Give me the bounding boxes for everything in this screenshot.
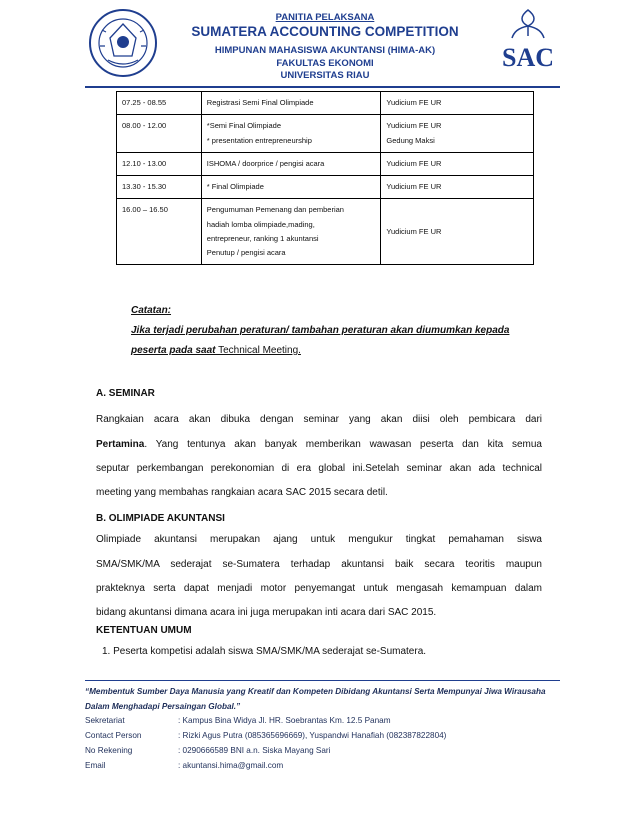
- schedule-activity: Registrasi Semi Final Olimpiade: [201, 92, 381, 115]
- sac-logo: [498, 6, 558, 76]
- schedule-activity: *Semi Final Olimpiade * presentation entrepreneurship: [201, 115, 381, 153]
- schedule-place: Yudicium FE UR: [381, 199, 534, 265]
- seminar-line-2-rest: . Yang tentunya akan banyak memberikan wawasan peserta dan kita semua: [144, 439, 542, 450]
- olimpiade-line-3: prakteknya serta dapat menjadi motor penyemangat untuk mengasah kemampuan dalam: [96, 583, 542, 594]
- note-line-2: [131, 345, 301, 356]
- note-label: Catatan:: [131, 305, 172, 316]
- seminar-line-4: meeting yang membahas rangkaian acara SAC 2015 secara detil.: [96, 487, 388, 498]
- schedule-time: 07.25 - 08.55: [117, 92, 202, 115]
- schedule-time: 13.30 - 15.30: [117, 176, 202, 199]
- header-divider: [85, 86, 560, 88]
- note-line-1: Jika terjadi perubahan peraturan/ tambahan peraturan akan diumumkan kepada: [131, 325, 510, 336]
- schedule-activity: * Final Olimpiade: [201, 176, 381, 199]
- header-panitia: PANITIA PELAKSANA: [275, 12, 375, 23]
- footer-contact: [85, 731, 446, 740]
- seminar-line-1: Rangkaian acara akan dibuka dengan seminar yang akan diisi oleh pembicara dari: [96, 414, 542, 425]
- seminar-heading: A. SEMINAR: [96, 388, 155, 399]
- sac-logo-text: SAC: [501, 43, 555, 72]
- footer-label: Sekretariat: [85, 716, 125, 725]
- olimpiade-heading: B. OLIMPIADE AKUNTANSI: [96, 513, 225, 524]
- footer-value: : 0290666589 BNI a.n. Siska Mayang Sari: [178, 746, 331, 755]
- footer-account: [85, 746, 330, 755]
- schedule-time: 08.00 - 12.00: [117, 115, 202, 153]
- note-line-2b: Technical Meeting.: [215, 345, 301, 356]
- table-row: [117, 176, 534, 199]
- header-university: UNIVERSITAS RIAU: [280, 70, 370, 81]
- header-title: SUMATERA ACCOUNTING COMPETITION: [191, 24, 459, 39]
- schedule-place: Yudicium FE UR: [381, 92, 534, 115]
- footer-value: : Kampus Bina Widya Jl. HR. Soebrantas Km. 12.5 Panam: [178, 716, 391, 725]
- schedule-place: Yudicium FE UR Gedung Maksi: [381, 115, 534, 153]
- footer-label: Contact Person: [85, 731, 142, 740]
- olimpiade-line-2: SMA/SMK/MA sederajat se-Sumatera terhadap akuntansi baik secara teoritis maupun: [96, 559, 542, 570]
- footer-value: : akuntansi.hima@gmail.com: [178, 761, 284, 770]
- olimpiade-line-4: bidang akuntansi dimana acara ini juga merupakan inti acara dari SAC 2015.: [96, 607, 437, 618]
- schedule-activity: ISHOMA / doorprice / pengisi acara: [201, 152, 381, 175]
- schedule-place: Yudicium FE UR: [381, 176, 534, 199]
- seminar-line-3: seputar perkembangan perekonomian di era global ini.Setelah seminar akan ada technical: [96, 463, 542, 474]
- header-faculty: FAKULTAS EKONOMI: [276, 58, 374, 69]
- seminar-line-2: [96, 439, 542, 450]
- hima-logo: [88, 8, 158, 78]
- table-row: [117, 199, 534, 265]
- list-item: 1. Peserta kompetisi adalah siswa SMA/SMK/MA sederajat se-Sumatera.: [102, 646, 427, 657]
- footer-email: [85, 761, 283, 770]
- schedule-activity: Pengumuman Pemenang dan pemberian hadiah lomba olimpiade,mading, entrepreneur, ranking 1 akuntansi Penutup / pengisi acara: [201, 199, 381, 265]
- footer-motto: “Membentuk Sumber Daya Manusia yang Kreatif dan Kompeten Dibidang Akuntansi Serta Mempunyai Jiwa Wirausaha Dalam Menghadapi Persaingan Global.”: [85, 687, 546, 711]
- ketentuan-heading: KETENTUAN UMUM: [96, 625, 192, 636]
- footer-label: No Rekening: [85, 746, 133, 755]
- footer-label: Email: [85, 761, 106, 770]
- footer-secretariat: [85, 716, 391, 725]
- table-row: [117, 92, 534, 115]
- schedule-place: Yudicium FE UR: [381, 152, 534, 175]
- note-line-2a: peserta pada saat: [131, 345, 216, 356]
- footer-divider: [85, 680, 560, 681]
- header-subtitle: HIMPUNAN MAHASISWA AKUNTANSI (HIMA-AK): [214, 45, 436, 56]
- schedule-table: [116, 91, 534, 265]
- schedule-time: 12.10 - 13.00: [117, 152, 202, 175]
- seminar-line-2-bold: Pertamina: [96, 439, 145, 450]
- olimpiade-line-1: Olimpiade akuntansi merupakan ajang untuk mengukur tingkat pemahaman siswa: [96, 534, 542, 545]
- schedule-time: 16.00 – 16.50: [117, 199, 202, 265]
- table-row: [117, 115, 534, 153]
- footer-value: : Rizki Agus Putra (085365696669), Yuspandwi Hanafiah (082387822804): [178, 731, 447, 740]
- table-row: [117, 152, 534, 175]
